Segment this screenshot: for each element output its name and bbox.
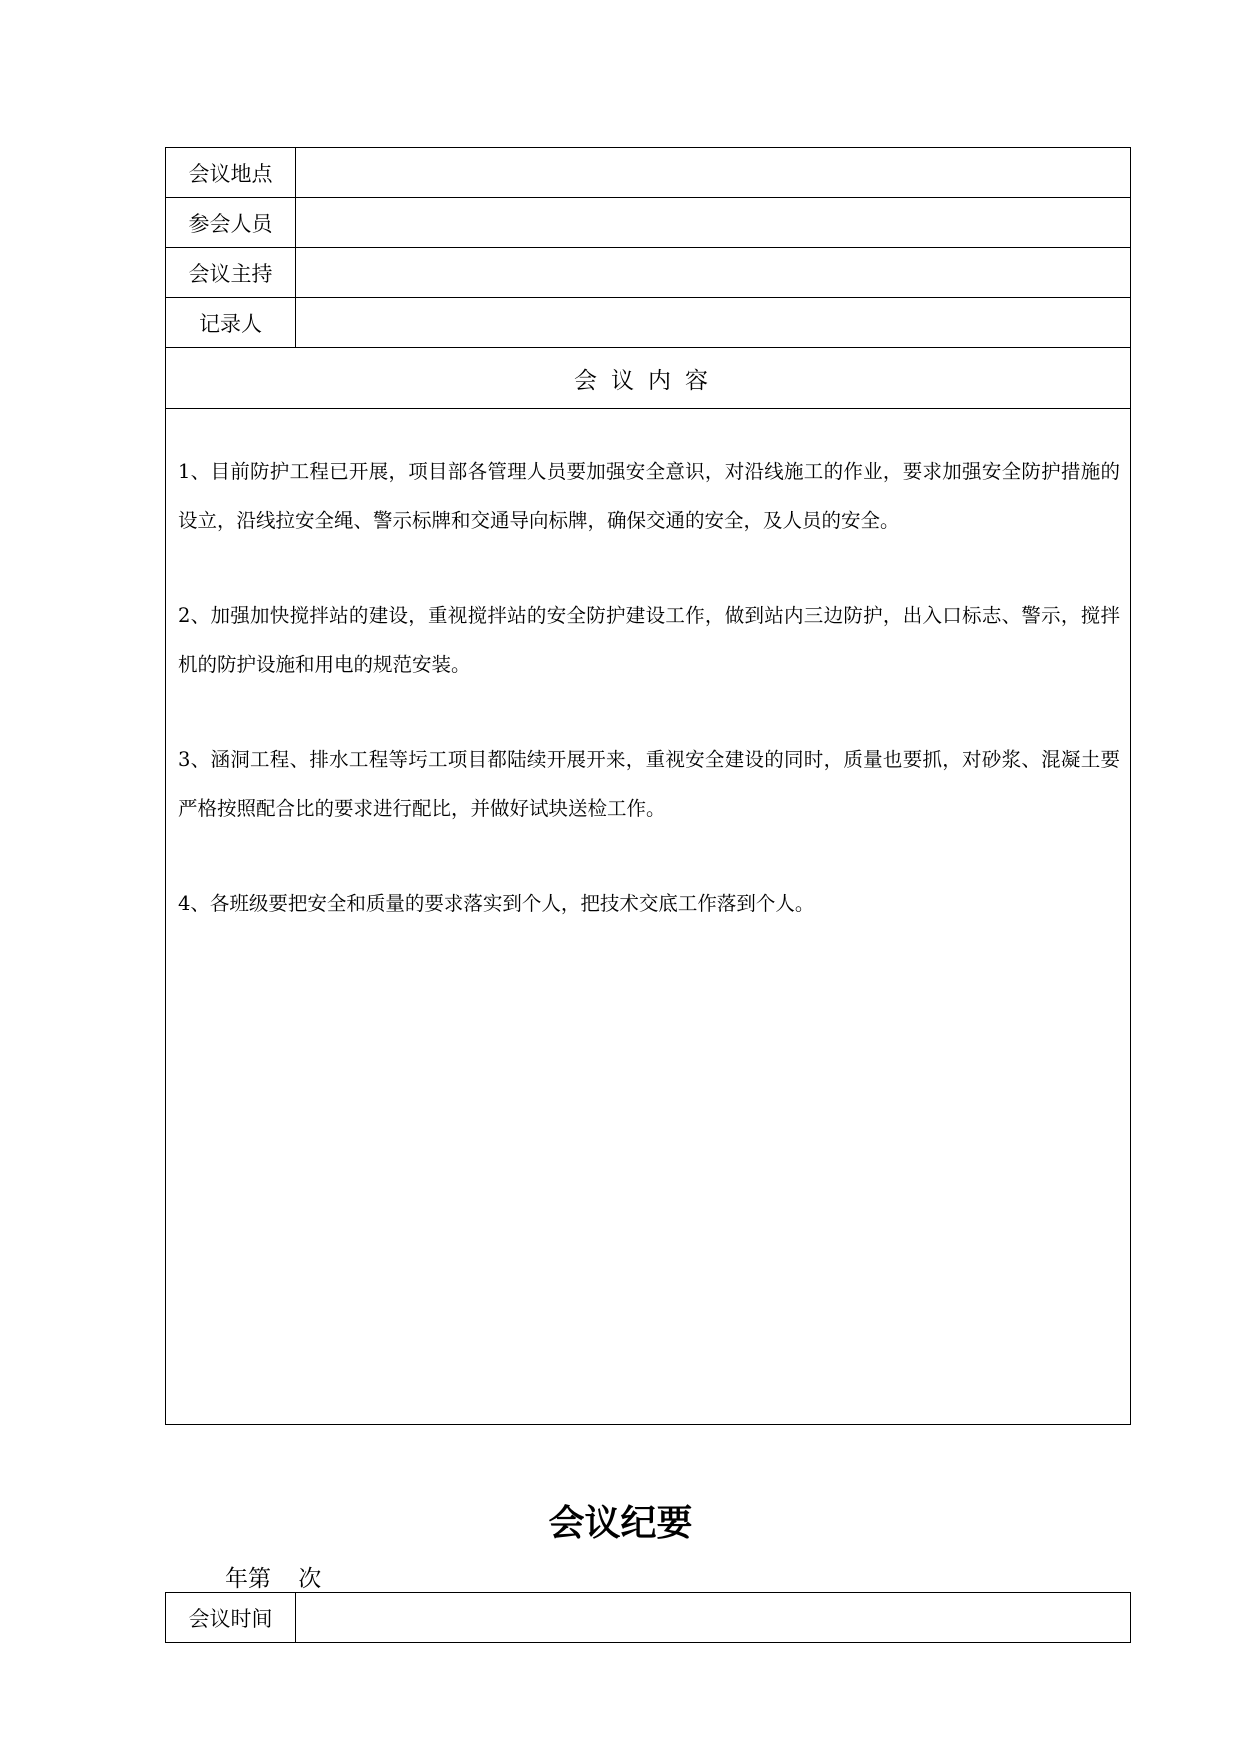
recorder-value: [296, 298, 1131, 348]
content-paragraph-1: 1、目前防护工程已开展，项目部各管理人员要加强安全意识，对沿线施工的作业，要求加强安全防护措施的设立，沿线拉安全绳、警示标牌和交通导向标牌，确保交通的安全，及人员的安全。: [178, 460, 1120, 532]
table-row: [166, 348, 1131, 409]
content-paragraph-3: 3、涵洞工程、排水工程等圬工项目都陆续开展开来，重视安全建设的同时，质量也要抓，对砂浆、混凝土要严格按照配合比的要求进行配比，并做好试块送检工作。: [178, 748, 1120, 820]
meeting-info-table: [165, 147, 1131, 1425]
table-row: [166, 198, 1131, 248]
meeting-time-table: [165, 1592, 1131, 1643]
recorder-label: 记录人: [166, 298, 296, 348]
time-value: [296, 1593, 1131, 1643]
host-label: 会议主持: [166, 248, 296, 298]
attendees-value: [296, 198, 1131, 248]
document-title: 会议纪要: [548, 1502, 693, 1544]
host-value: [296, 248, 1131, 298]
table-row: [166, 298, 1131, 348]
table-row: [166, 409, 1131, 1425]
table-row: [166, 148, 1131, 198]
location-value: [296, 148, 1131, 198]
attendees-label: 参会人员: [166, 198, 296, 248]
content-heading: 会议内容: [166, 348, 1131, 409]
content-paragraph-2: 2、加强加快搅拌站的建设，重视搅拌站的安全防护建设工作，做到站内三边防护，出入口标志、警示，搅拌机的防护设施和用电的规范安装。: [178, 604, 1120, 676]
content-paragraph-4: 4、各班级要把安全和质量的要求落实到个人，把技术交底工作落到个人。: [178, 892, 815, 915]
table-row: [166, 248, 1131, 298]
time-label: 会议时间: [166, 1593, 296, 1643]
table-row: [166, 1593, 1131, 1643]
content-body: [166, 409, 1131, 1425]
document-subtitle: 年第 次: [225, 1566, 322, 1592]
location-label: 会议地点: [166, 148, 296, 198]
